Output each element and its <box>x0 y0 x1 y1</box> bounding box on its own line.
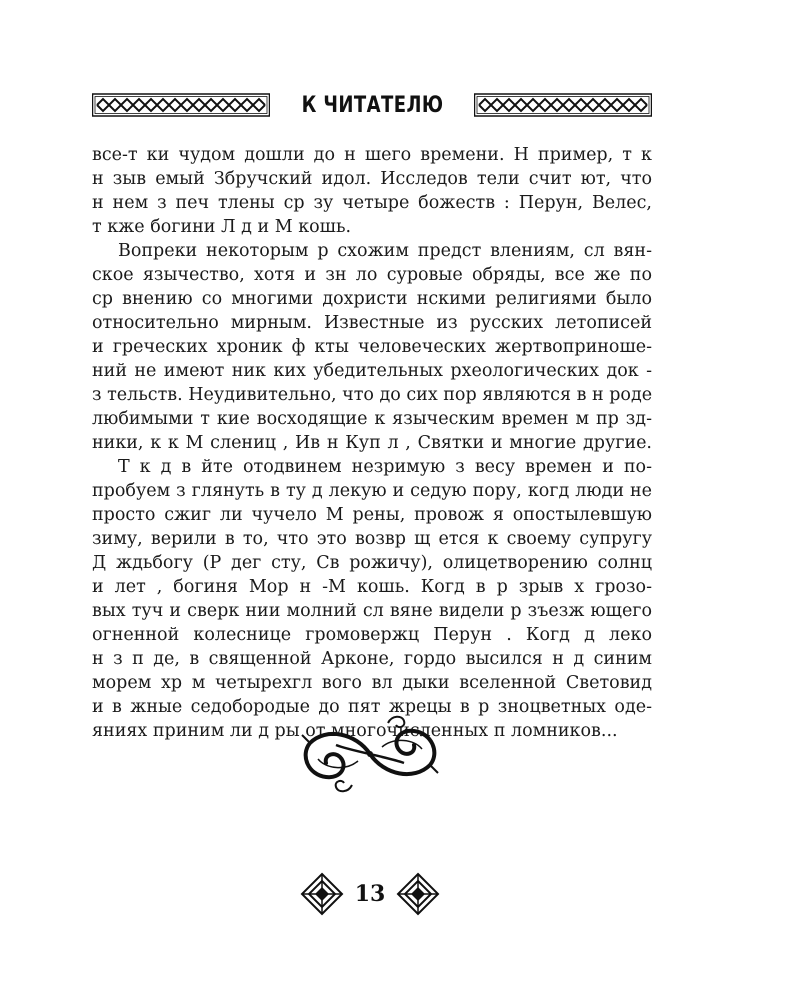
page-header <box>92 85 652 125</box>
text-line: все-т ки чудом дошли до н шего времени. Н пример, т к <box>92 145 652 165</box>
diamond-star-icon <box>300 872 344 916</box>
paragraph-start-line: Т к д в йте отодвинем незримую з весу времен и по- <box>118 457 652 477</box>
text-line: н зыв емый Збручский идол. Исследов тели счит ют, что <box>92 169 652 189</box>
page-title: К ЧИТАТЕЛЮ <box>301 92 443 118</box>
text-line: и в жные седобородые до пят жрецы в р зноцветных оде- <box>92 697 652 717</box>
text-line: ср внению со многими дохристи нскими религиями было <box>92 289 652 309</box>
text-line: морем хр м четырехгл вого вл дыки вселенной Световид <box>92 673 652 693</box>
text-line: относительно мирным. Известные из русских летописей <box>92 313 652 333</box>
text-line: яниях приним ли д ры от многочисленных п ломников... <box>92 721 618 741</box>
text-line: огненной колеснице громовержц Перун . Когд д леко <box>92 625 652 645</box>
text-line: зиму, верили в то, что это возвр щ ется к своему супругу <box>92 529 652 549</box>
page-number: 13 <box>354 881 386 907</box>
text-line: з тельств. Неудивительно, что до сих пор являются в н роде <box>92 385 652 405</box>
text-line: вых туч и сверк нии молний сл вяне видели р зъезж ющего <box>92 601 652 621</box>
diamond-star-icon <box>396 872 440 916</box>
paragraph-start-line: Вопреки некоторым р схожим предст влениям, сл вян- <box>118 241 652 261</box>
text-line: н з п де, в священной Арконе, гордо высился н д синим <box>92 649 652 669</box>
text-line: н нем з печ тлены ср зу четыре божеств : Перун, Велес, <box>92 193 652 213</box>
text-line: и лет , богиня Мор н -М кошь. Когд в р зрыв х грозо- <box>92 577 652 597</box>
braided-band-icon <box>92 92 270 118</box>
text-line: просто сжиг ли чучело М рены, провож я опостылевшую <box>92 505 652 525</box>
page-footer <box>300 872 440 916</box>
braided-band-icon <box>474 92 652 118</box>
text-line: пробуем з глянуть в ту д лекую и седую пору, когд люди не <box>92 481 652 501</box>
text-line: ское язычество, хотя и зн ло суровые обряды, все же по <box>92 265 652 285</box>
body-text <box>92 143 652 743</box>
text-line: любимыми т кие восходящие к языческим времен м пр зд- <box>92 409 652 429</box>
text-line: т кже богини Л д и М кошь. <box>92 217 352 237</box>
text-line: Д ждьбогу (Р дег сту, Св рожичу), олицетворению солнц <box>92 553 652 573</box>
text-line: ники, к к М слениц , Ив н Куп л , Святки и многие другие. <box>92 433 652 453</box>
text-line: и греческих хроник ф кты человеческих жертвоприноше- <box>92 337 652 357</box>
text-line: ний не имеют ник ких убедительных рхеологических док - <box>92 361 652 381</box>
scroll-vine-ornament-icon <box>296 713 444 795</box>
